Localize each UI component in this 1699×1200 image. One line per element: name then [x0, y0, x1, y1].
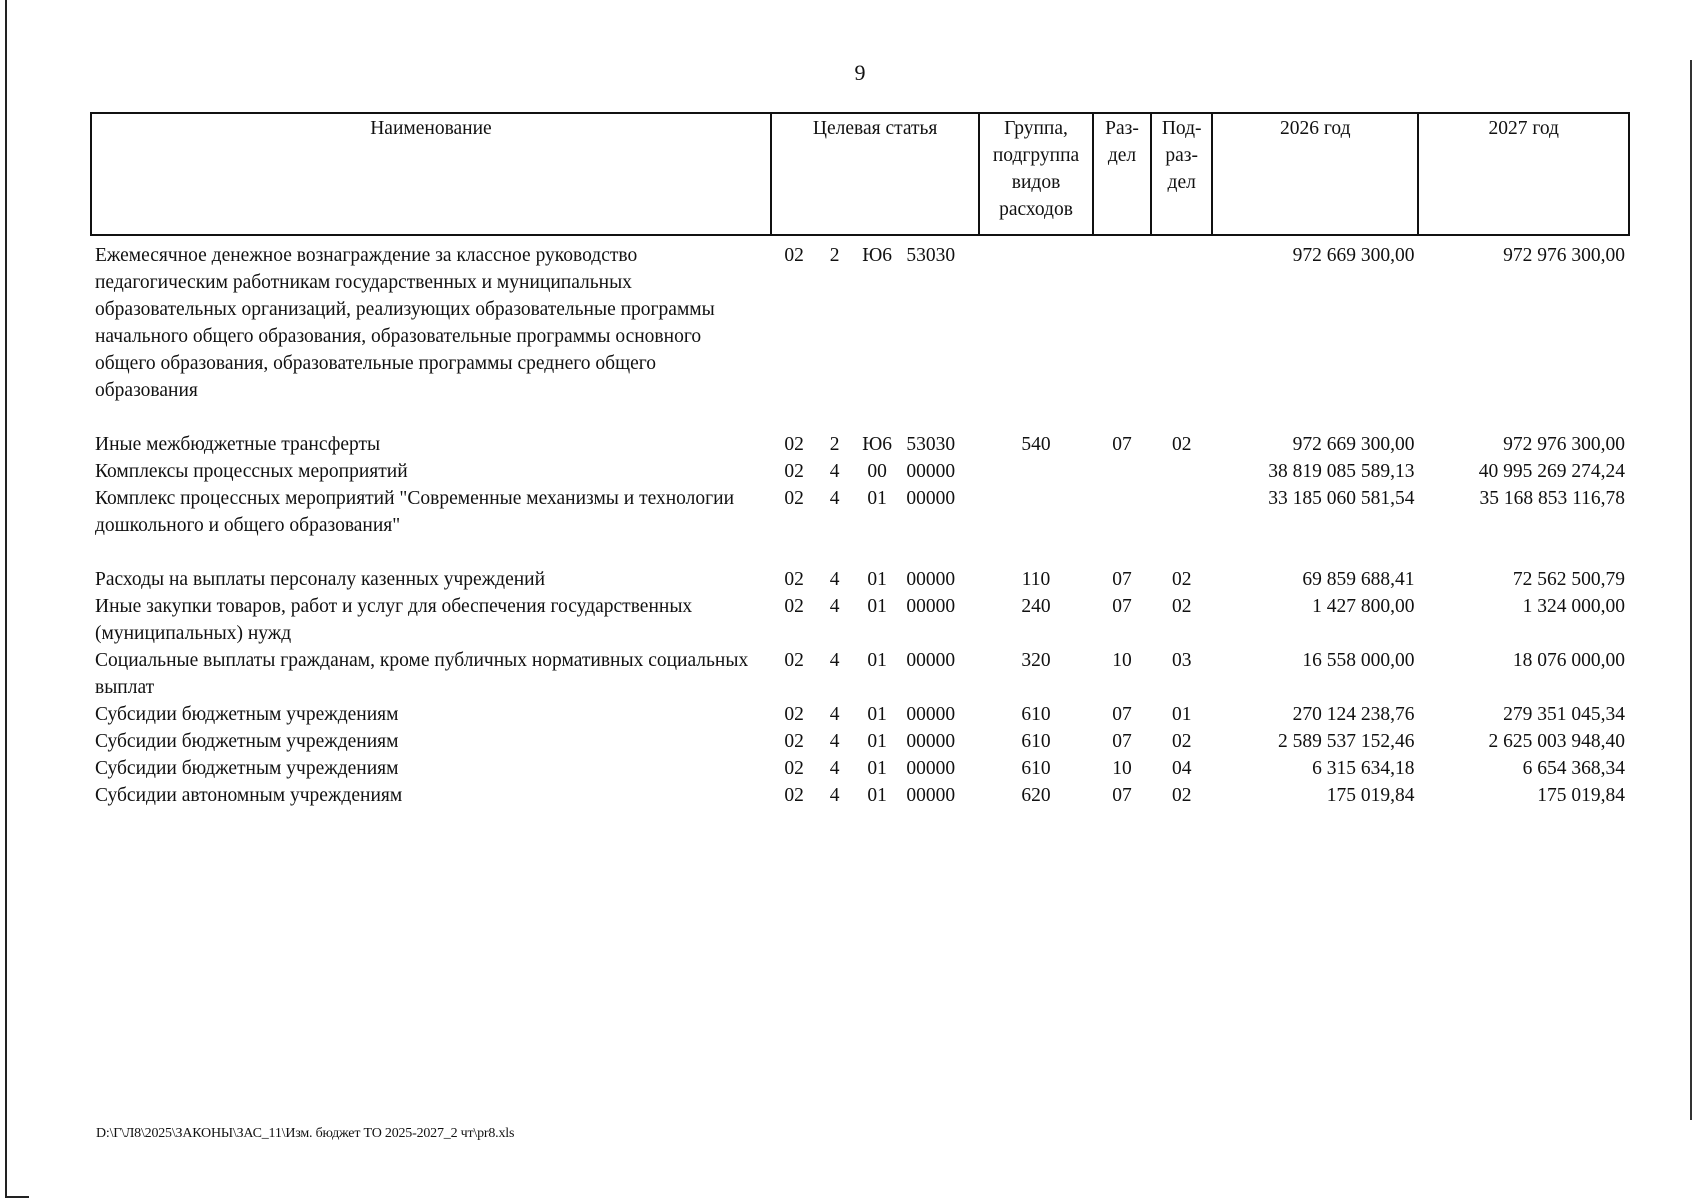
row-target-subprogram: 01	[867, 704, 887, 725]
row-target-direction: 00000	[906, 650, 956, 671]
row-target-program: 02	[784, 758, 804, 779]
row-subsection: 02	[1171, 596, 1192, 617]
row-subsection	[1151, 458, 1212, 485]
row-subsection: 01	[1171, 704, 1192, 725]
table-row	[91, 647, 1629, 701]
row-group: 240	[1021, 596, 1051, 617]
row-target-subprogram: Ю6	[862, 434, 893, 455]
row-target-type: 4	[829, 488, 840, 509]
row-name: Комплексы процессных мероприятий	[95, 461, 408, 482]
table-row	[91, 235, 1629, 431]
row-amount-2027: 972 976 300,00	[1503, 434, 1625, 455]
row-section: 07	[1112, 785, 1132, 806]
header-subsection: Под-раз-дел	[1151, 113, 1212, 235]
row-amount-2027: 35 168 853 116,78	[1479, 488, 1625, 509]
row-name: Ежемесячное денежное вознаграждение за классное руководство педагогическим работникам государственных и муниципальных образовательных организаций, реализующих образовательные программы начального общего образования, образовательные программы основного общего образования, образовательные программы среднего общего образования	[95, 245, 715, 401]
row-amount-2027: 279 351 045,34	[1503, 704, 1625, 725]
row-subsection: 03	[1171, 650, 1192, 671]
row-target-subprogram: Ю6	[862, 245, 893, 266]
row-section	[1093, 458, 1152, 485]
row-target-subprogram: 01	[867, 731, 887, 752]
row-amount-2026: 1 427 800,00	[1312, 596, 1415, 617]
row-target-subprogram: 01	[867, 758, 887, 779]
row-target-subprogram: 01	[867, 650, 887, 671]
row-target-program: 02	[784, 650, 804, 671]
row-subsection	[1151, 235, 1212, 431]
row-target-program: 02	[784, 461, 804, 482]
row-section: 07	[1112, 704, 1132, 725]
row-name: Комплекс процессных мероприятий "Современные механизмы и технологии дошкольного и общего образования"	[95, 488, 735, 536]
row-group: 540	[1021, 434, 1051, 455]
scan-edge-right	[1690, 60, 1692, 1120]
row-target-subprogram: 00	[867, 461, 887, 482]
header-row	[91, 113, 1629, 235]
row-group: 320	[1021, 650, 1051, 671]
row-section	[1093, 235, 1152, 431]
table-row	[91, 755, 1629, 782]
row-subsection: 02	[1171, 785, 1192, 806]
table-row	[91, 458, 1629, 485]
row-target-program: 02	[784, 731, 804, 752]
header-section: Раз-дел	[1093, 113, 1152, 235]
row-target-direction: 53030	[906, 245, 956, 266]
row-name: Субсидии бюджетным учреждениям	[95, 758, 399, 779]
row-amount-2026: 33 185 060 581,54	[1268, 488, 1415, 509]
row-section: 07	[1112, 569, 1132, 590]
table-row	[91, 566, 1629, 593]
header-year-2027: 2027 год	[1418, 113, 1629, 235]
row-name: Субсидии автономным учреждениям	[95, 785, 403, 806]
row-amount-2027: 2 625 003 948,40	[1488, 731, 1625, 752]
row-amount-2027: 40 995 269 274,24	[1478, 461, 1625, 482]
row-target-program: 02	[784, 434, 804, 455]
row-amount-2027: 175 019,84	[1537, 785, 1625, 806]
row-target-direction: 00000	[906, 785, 956, 806]
row-target-type: 4	[829, 785, 840, 806]
table-row	[91, 485, 1629, 566]
row-target-subprogram: 01	[867, 785, 887, 806]
row-target-subprogram: 01	[867, 488, 887, 509]
row-amount-2027: 18 076 000,00	[1512, 650, 1625, 671]
row-target-type: 4	[829, 650, 840, 671]
row-target-program: 02	[784, 596, 804, 617]
row-target-type: 4	[829, 461, 840, 482]
table-row	[91, 701, 1629, 728]
row-subsection: 02	[1171, 569, 1192, 590]
row-target-type: 4	[829, 569, 840, 590]
row-section: 07	[1112, 731, 1132, 752]
row-group	[979, 458, 1092, 485]
row-target-subprogram: 01	[867, 596, 887, 617]
row-name: Иные закупки товаров, работ и услуг для обеспечения государственных (муниципальных) нужд	[95, 596, 693, 644]
row-target-type: 4	[829, 731, 840, 752]
row-name: Субсидии бюджетным учреждениям	[95, 731, 399, 752]
row-subsection	[1151, 485, 1212, 566]
row-target-program: 02	[784, 569, 804, 590]
row-section: 07	[1112, 596, 1132, 617]
row-target-program: 02	[784, 245, 804, 266]
row-name: Социальные выплаты гражданам, кроме публичных нормативных социальных выплат	[95, 650, 749, 698]
row-amount-2027: 972 976 300,00	[1503, 245, 1625, 266]
row-section: 07	[1112, 434, 1132, 455]
row-section: 10	[1112, 758, 1132, 779]
header-year-2026: 2026 год	[1212, 113, 1418, 235]
header-group: Группа, подгруппа видов расходов	[979, 113, 1092, 235]
row-target-program: 02	[784, 488, 804, 509]
row-group: 110	[1021, 569, 1051, 590]
row-target-type: 4	[829, 704, 840, 725]
row-name: Расходы на выплаты персоналу казенных учреждений	[95, 569, 546, 590]
row-subsection: 02	[1171, 731, 1192, 752]
row-target-type: 4	[829, 596, 840, 617]
row-amount-2027: 72 562 500,79	[1512, 569, 1625, 590]
header-target: Целевая статья	[771, 113, 979, 235]
row-amount-2026: 972 669 300,00	[1292, 245, 1415, 266]
row-amount-2026: 38 819 085 589,13	[1268, 461, 1415, 482]
row-amount-2027: 1 324 000,00	[1522, 596, 1625, 617]
row-amount-2026: 175 019,84	[1326, 785, 1415, 806]
scan-edge-left	[5, 0, 7, 1198]
row-name: Иные межбюджетные трансферты	[95, 434, 381, 455]
row-target-type: 2	[829, 245, 840, 266]
row-target-subprogram: 01	[867, 569, 887, 590]
row-amount-2026: 972 669 300,00	[1292, 434, 1415, 455]
row-target-direction: 53030	[906, 434, 956, 455]
row-target-direction: 00000	[906, 569, 956, 590]
row-target-direction: 00000	[906, 758, 956, 779]
row-target-type: 2	[829, 434, 840, 455]
row-target-direction: 00000	[906, 704, 956, 725]
table-row	[91, 728, 1629, 755]
table-row	[91, 593, 1629, 647]
row-section	[1093, 485, 1152, 566]
row-amount-2026: 69 859 688,41	[1302, 569, 1415, 590]
page-number: 9	[854, 60, 866, 85]
table-row	[91, 782, 1629, 809]
row-target-direction: 00000	[906, 731, 956, 752]
table-row	[91, 431, 1629, 458]
row-target-program: 02	[784, 785, 804, 806]
row-target-direction: 00000	[906, 461, 956, 482]
row-group	[979, 485, 1092, 566]
row-amount-2026: 16 558 000,00	[1302, 650, 1415, 671]
row-group: 610	[1021, 704, 1051, 725]
row-subsection: 02	[1171, 434, 1192, 455]
row-section: 10	[1112, 650, 1132, 671]
row-name: Субсидии бюджетным учреждениям	[95, 704, 399, 725]
row-group: 620	[1021, 785, 1051, 806]
scan-edge-left-foot	[5, 1196, 29, 1198]
row-group: 610	[1021, 758, 1051, 779]
row-amount-2026: 2 589 537 152,46	[1277, 731, 1415, 752]
row-amount-2026: 6 315 634,18	[1312, 758, 1415, 779]
row-target-direction: 00000	[906, 488, 956, 509]
row-subsection: 04	[1171, 758, 1192, 779]
budget-table	[90, 112, 1630, 809]
row-group: 610	[1021, 731, 1051, 752]
header-name: Наименование	[91, 113, 771, 235]
row-target-type: 4	[829, 758, 840, 779]
row-group	[979, 235, 1092, 431]
row-target-direction: 00000	[906, 596, 956, 617]
row-amount-2026: 270 124 238,76	[1292, 704, 1415, 725]
row-amount-2027: 6 654 368,34	[1522, 758, 1625, 779]
row-target-program: 02	[784, 704, 804, 725]
footer-file-path: D:\Г\Л8\2025\ЗАКОНЫ\ЗАС_11\Изм. бюджет ТО 2025-2027_2 чт\pr8.xls	[96, 1126, 515, 1141]
